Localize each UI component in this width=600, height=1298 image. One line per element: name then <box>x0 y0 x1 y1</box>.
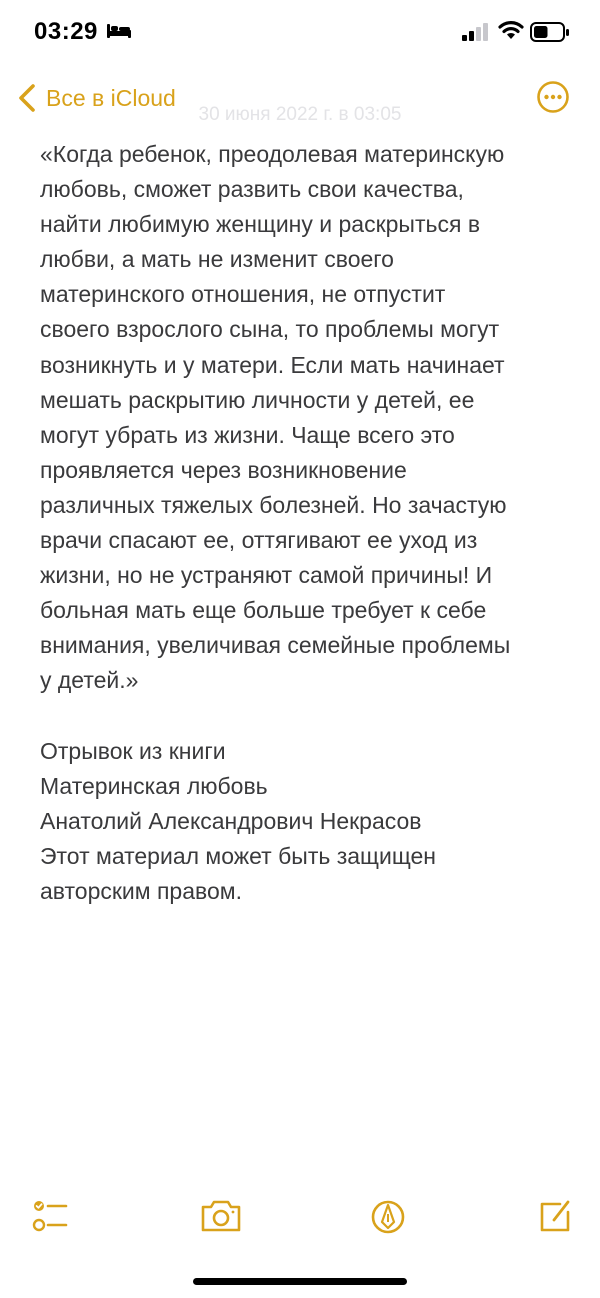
checklist-icon <box>28 1192 76 1240</box>
battery-icon <box>530 21 570 43</box>
back-label: Все в iCloud <box>46 84 176 111</box>
pen-tip-icon <box>364 1192 412 1240</box>
compose-icon <box>532 1192 580 1240</box>
copyright-notice: Этот материал может быть защищен авторским правом. <box>40 842 436 904</box>
checklist-button[interactable] <box>28 1192 76 1240</box>
note-quote: «Когда ребенок, преодолевая материнскую любовь, сможет развить свои качества, найти любимую женщину и раскрыться в любви, а мать не изменит своего материнского отношения, не отпустит своего взрослого сына, то проблемы могут возникнуть и у матери. Если мать начинает мешать раскрытию личности у детей, ее могут убрать из жизни. Чаще всего это проявляется через возникновение различных тяжелых болезней. Но зачастую врачи спасают ее, оттягивают ее уход из жизни, но не устраняют самой причины! И больная мать еще больше требует к себе внимания, увеличивая семейные проблемы у детей.» <box>40 141 511 694</box>
bottom-toolbar <box>0 1192 600 1244</box>
wifi-icon <box>498 20 524 40</box>
camera-icon <box>197 1192 245 1240</box>
note-date: 30 июня 2022 г. в 03:05 <box>198 104 402 125</box>
compose-button[interactable] <box>532 1192 580 1240</box>
note-body[interactable] <box>40 137 570 909</box>
status-bar <box>0 0 600 66</box>
markup-button[interactable] <box>364 1192 412 1240</box>
bed-icon <box>106 22 132 40</box>
clock: 03:29 <box>34 18 98 45</box>
excerpt-label: Отрывок из книги <box>40 737 226 764</box>
book-author: Анатолий Александрович Некрасов <box>40 807 422 834</box>
cellular-signal-icon <box>462 23 490 41</box>
source-block <box>40 734 570 909</box>
book-title: Материнская любовь <box>40 772 268 799</box>
home-indicator[interactable] <box>193 1278 407 1285</box>
camera-button[interactable] <box>197 1192 245 1240</box>
